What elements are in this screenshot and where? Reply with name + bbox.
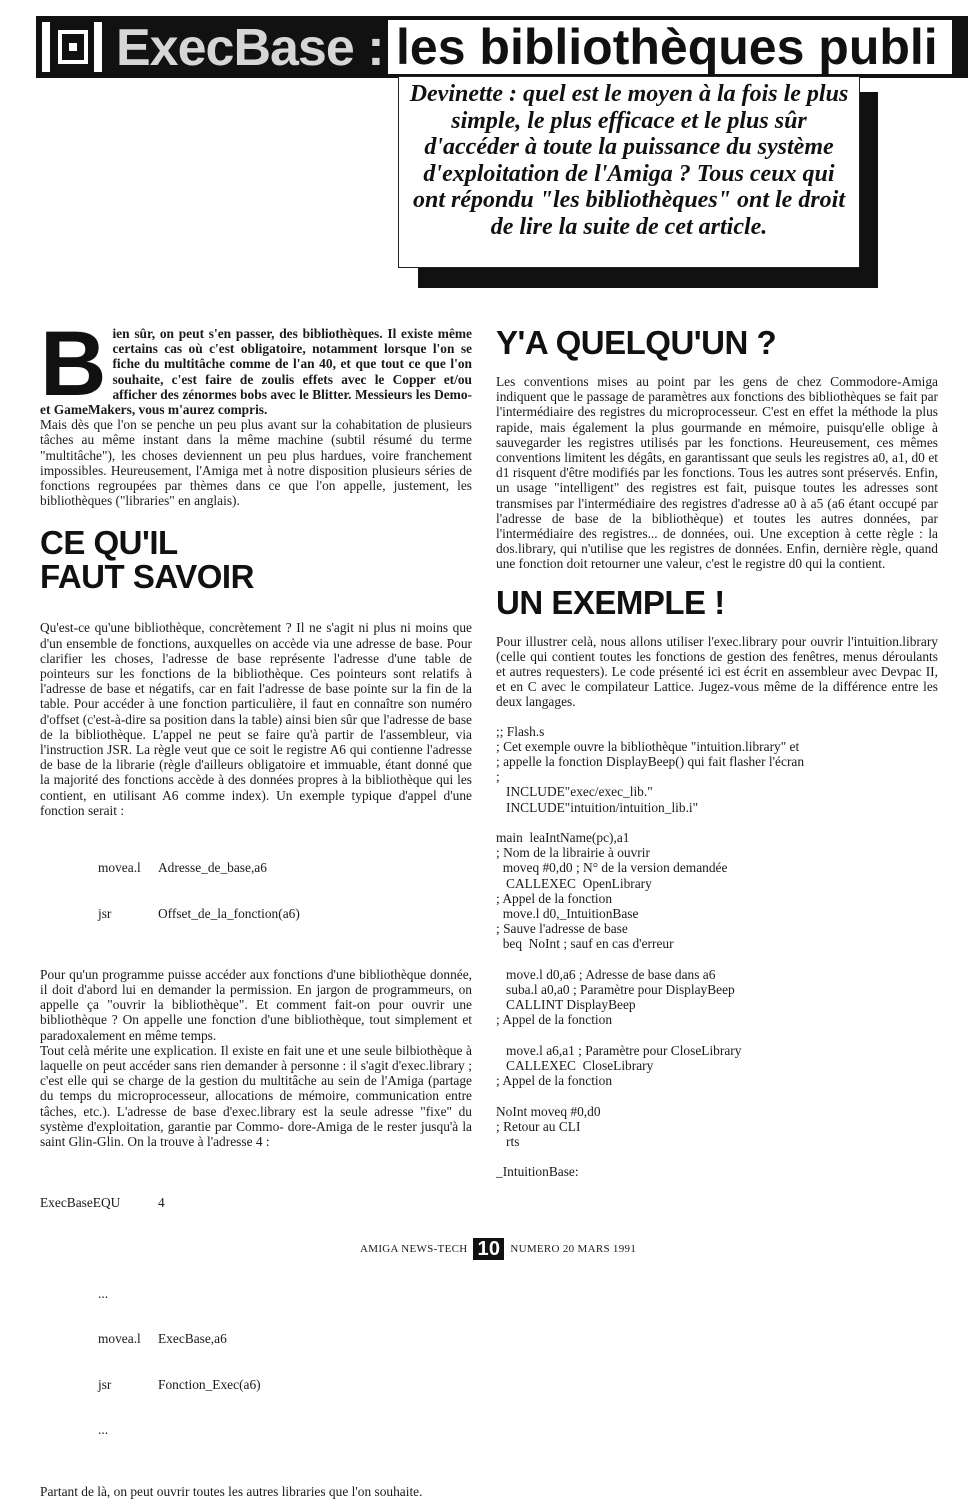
code-line: ; Cet exemple ouvre la bibliothèque "intuition.library" et (496, 738, 800, 754)
paragraph: Les conventions mises au point par les gens de chez Commodore-Amiga indiquent que le passage de paramètres aux fonctions des bibliothèques se fait par l'intermédiaire des registres du microprocesseur. C'est en effet la méthode la plus rapide, mais également la plus gourmande en mémoire, puisqu'elle oblige à sauvegarder les registres utilisés par les fonctions. Heureusement, ces mêmes conventions limitent les dégâts, en garantissant que seuls les registres a0, a1, d0 et d1 risquent d'être modifiés par les fonctions. Tous les autres sont préservés. Enfin, un usage "intelligent" des registres est fait, puisque toutes les adresses sont transmises par l'intermédiaire des registres d'adresse a0 à a5 (a6 étant occupé par l'adresse de base de la bibliothèque) et toutes les autres données, par l'intermédiaire des registres... de données, oui. Une exception à cette règle : la dos.library, qui n'utilise que les registres de données. Enfin, dernière règle, quand une fonction doit retourner une valeur, c'est le registre d0 qui la contient. (496, 374, 938, 572)
code-line: CALLEXEC OpenLibrary (496, 875, 652, 891)
code-line (496, 815, 938, 830)
intro-text: Devinette : quel est le moyen à la fois le plus simple, le plus efficace et le plus sûr d'accéder à toute la puissance du système d'exploitation de l'Amiga ? Tous ceux qui ont répondu "les bibliothèques" ont le droit de lire la suite de cet article. (409, 81, 849, 240)
code-line: INCLUDE"intuition/intuition_lib.i" (496, 799, 699, 815)
code-operand: Offset_de_la_fonction(a6) (158, 906, 300, 922)
paragraph: Partant de là, on peut ouvrir toutes les autres libraries que l'on souhaite. (40, 1484, 423, 1499)
code-instruction: movea.l (98, 860, 141, 876)
equ-label: ExecBaseEQU (40, 1194, 121, 1210)
code-line (496, 952, 938, 967)
section-heading-2: Y'A QUELQU'UN ? (496, 324, 777, 361)
drop-cap: B (40, 313, 107, 415)
code-line: _IntuitionBase: (496, 1164, 579, 1180)
code-line: rts (496, 1134, 520, 1150)
code-line: INCLUDE"exec/exec_lib." (496, 784, 653, 800)
code-line: move.l a6,a1 ; Paramètre pour CloseLibrary (496, 1042, 742, 1058)
code-line: ; Retour au CLI (496, 1118, 581, 1134)
page-number: 10 (473, 1238, 504, 1260)
code-line: CALLEXEC CloseLibrary (496, 1058, 654, 1074)
code-line: NoInt moveq #0,d0 (496, 1103, 601, 1119)
equ-value: 4 (158, 1194, 165, 1210)
code-ellipsis: ... (98, 1422, 109, 1438)
left-column (40, 313, 472, 1499)
code-operand: Fonction_Exec(a6) (158, 1376, 261, 1392)
code-line: ; Appel de la fonction (496, 1073, 613, 1089)
paragraph: Qu'est-ce qu'une bibliothèque, concrètement ? Il ne s'agit ni plus ni moins que d'un ensemble de fonctions, auxquelles on accède via une adresse de base. Pour clarifier les choses, l'adresse de base représente l'adresse d'une table de pointeurs sur les fonctions de la bibliothèque. Ces pointeurs sont relatifs à l'adresse de base et négatifs, car en fait l'adresse de base pointe sur la fin de la table. Pour accéder à une fonction particulière, il faut en connaître son numéro d'offset (c'est-à-dire sa position dans la table) ainsi bien sûr que l'adresse de base de la bibliothèque. L'appel ne peut se faire qu'à partir de l'assembleur, via l'instruction JSR. La règle veut que ce soit le registre A6 qui contienne l'adresse de base de la librarie (règle d'ailleurs obligatoire et immuable, étant donné que la majorité des fonctions accède à des données propres à la bibliothèque qui les contient, en utilisant A6 comme index). Un exemple typique d'appel d'une fonction serait : (40, 620, 472, 818)
code-line: move.l d0,a6 ; Adresse de base dans a6 (496, 966, 716, 982)
paragraph: Pour qu'un programme puisse accéder aux fonctions d'une bibliothèque donnée, il doit d'abord lui en demander la permission. En jargon de programmeurs, on appelle ça "ouvrir la bibliothèque". Et comment fait-on pour ouvrir une bibliothèque ? On appelle une fonction d'une bibliothèque, tout simplement et paradoxalement en même temps. (40, 966, 472, 1043)
code-line: beq NoInt ; sauf en cas d'erreur (496, 936, 674, 952)
section-heading-1 (40, 526, 472, 594)
equ-line (40, 1164, 472, 1240)
code-line: ; Appel de la fonction (496, 1012, 613, 1028)
code-block-2 (40, 1255, 472, 1468)
code-line: ; Nom de la librairie à ouvrir (496, 845, 650, 861)
intro-box (398, 76, 860, 268)
paragraph: Mais dès que l'on se penche un peu plus avant sur la cohabitation de plusieurs tâches au même instant dans la même machine (subtil résumé du terme "multitâche"), les choses deviennent un peu plus hardues, voire franchement impossibles. Heureusement, l'Amiga met à notre disposition plusieurs séries de fonctions regroupées par thèmes dans ce que l'on appelle, justement, les bibliothèques ("libraries" en anglais). (40, 417, 472, 509)
code-ellipsis: ... (98, 1285, 109, 1301)
code-line (496, 1028, 938, 1043)
magazine-name: AMIGA NEWS-TECH (360, 1243, 468, 1255)
code-instruction: movea.l (98, 1331, 141, 1347)
article-header (36, 16, 968, 78)
right-column (496, 326, 938, 1180)
code-line (496, 1149, 938, 1164)
code-line: ; Appel de la fonction (496, 890, 613, 906)
code-operand: ExecBase,a6 (158, 1331, 227, 1347)
section-heading-3: UN EXEMPLE ! (496, 583, 725, 621)
amiga-tech-logo-icon (42, 22, 100, 72)
code-line (496, 1088, 938, 1103)
code-listing (496, 724, 938, 1180)
issue-info: NUMERO 20 MARS 1991 (510, 1243, 637, 1255)
header-prefix: ExecBase : (116, 19, 384, 77)
lead-text: ien sûr, on peut s'en passer, des bibliothèques. Il existe même certains cas où c'est obligatoire, notamment lorsque l'on se fiche du multitâche comme de l'an 40, et que tout ce que l'on souhaite, c'est faire de zoulis effets avec le Copper et/ou afficher des zénormes bobs avec le Blitter. Messieurs les Demo- et GameMakers, vous m'aurez compris. (40, 326, 472, 418)
code-line: ; Sauve l'adresse de base (496, 921, 628, 937)
paragraph: Pour illustrer celà, nous allons utiliser l'exec.library pour ouvrir l'intuition.library (celle qui contient toutes les fonctions de gestion des fenêtres, menus déroulants et autres requesters). Le code présenté ici est écrit en assembleur avec Devpac II, et en C avec le compilateur Lattice. Jugez-vous même de la différence entre les deux langages. (496, 633, 938, 710)
paragraph: Tout celà mérite une explication. Il existe en fait une et une seule bilbiothèque à laquelle on peut accéder sans rien demander à personne : il s'agit d'exec.library ; c'est elle qui se charge de la gestion du multitâche au sein de l'Amiga (partage du temps du microprocesseur, allocations de mémoire, communication entre tâches, etc.). L'adresse de base d'exec.library est la seule adresse "fixe" du système d'exploitation, garantie par Commo- dore-Amiga de le rester jusqu'à la saint Glin-Glin. On la trouve à l'adresse 4 : (40, 1042, 472, 1149)
code-line: move.l d0,_IntuitionBase (496, 906, 639, 922)
lead-paragraph (40, 313, 472, 418)
code-line: ;; Flash.s (496, 723, 545, 739)
code-line: main leaIntName(pc),a1 (496, 830, 630, 846)
code-block-1 (40, 830, 472, 952)
code-operand: Adresse_de_base,a6 (158, 860, 267, 876)
heading-line: CE QU'IL (40, 524, 178, 562)
page-footer (360, 1238, 636, 1260)
code-line: ; (496, 769, 500, 785)
code-line: moveq #0,d0 ; N° de la version demandée (496, 860, 728, 876)
heading-line: FAUT SAVOIR (40, 558, 254, 596)
code-line: CALLINT DisplayBeep (496, 997, 636, 1013)
code-line: ; appelle la fonction DisplayBeep() qui fait flasher l'écran (496, 754, 805, 770)
article-title: les bibliothèques publi (388, 20, 952, 74)
code-instruction: jsr (98, 1376, 112, 1392)
code-instruction: jsr (98, 906, 112, 922)
code-line: suba.l a0,a0 ; Paramètre pour DisplayBeep (496, 982, 735, 998)
